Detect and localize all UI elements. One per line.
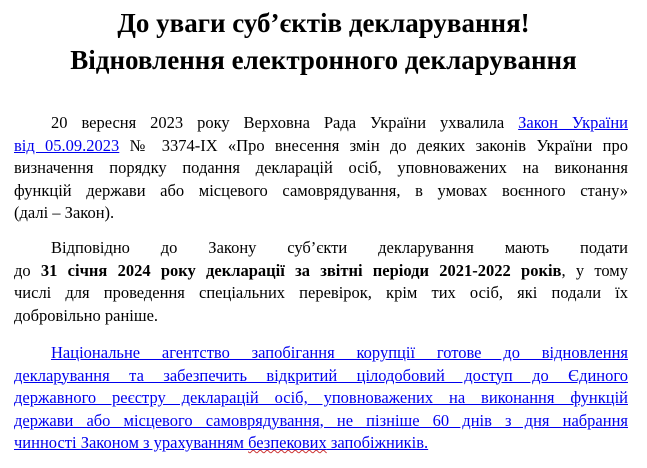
paragraph-nazk-link[interactable] (14, 342, 628, 455)
paragraph-line: визначення порядку подання декларацій осіб, уповноважених на виконання (14, 158, 628, 177)
spellcheck-flagged-word: безпекових (248, 433, 327, 452)
nazk-link-line[interactable]: держави або місцевого самоврядування, не пізніше 60 днів з дня набрання (14, 410, 628, 430)
paragraph-line: (далі – Закон). (14, 203, 115, 222)
paragraph-law-adoption (14, 112, 628, 225)
paragraph-line: 20 вересня 2023 року Верховна Рада України ухвалила Закон України (51, 113, 628, 132)
paragraph-line: функцій держави або місцевого самоврядування, в умовах воєнного стану» (14, 180, 628, 200)
law-link-part-1[interactable]: Закон України (518, 113, 628, 132)
nazk-link-line[interactable]: чинності Законом з урахуванням безпекових запобіжників. (14, 433, 429, 452)
nazk-link-line[interactable]: Національне агентство запобігання корупції готове до відновлення (51, 343, 628, 362)
paragraph-line: до 31 січня 2024 року декларації за звітні періоди 2021-2022 років, у тому (14, 260, 628, 280)
nazk-link-line[interactable]: декларування та забезпечить відкритий цілодобовий доступ до Єдиного (14, 365, 628, 385)
paragraph-line: Відповідно до Закону суб’єкти декларування мають подати (51, 238, 628, 257)
title-line-1: До уваги суб’єктів декларування! (117, 8, 530, 38)
title-line-2: Відновлення електронного декларування (70, 45, 577, 75)
deadline-bold-text: 31 січня 2024 року декларації за звітні періоди 2021-2022 років (40, 260, 562, 280)
paragraph-line: від 05.09.2023 № 3374-IX «Про внесення змін до деяких законів України про (14, 135, 628, 155)
paragraph-line: добровільно раніше. (14, 305, 159, 325)
paragraph-line: числі для проведення спеціальних перевірок, крім тих осіб, які подали їх (14, 283, 628, 302)
paragraph-deadline (14, 237, 628, 327)
nazk-link-line[interactable]: державного реєстру декларацій осіб, уповноважених на виконання функцій (14, 388, 628, 407)
law-link-part-2[interactable]: від 05.09.2023 (14, 135, 120, 155)
